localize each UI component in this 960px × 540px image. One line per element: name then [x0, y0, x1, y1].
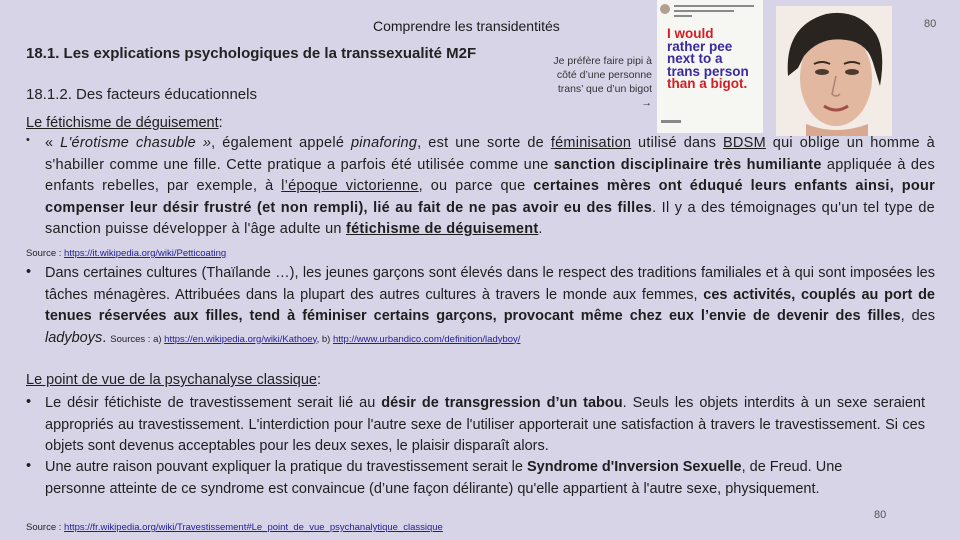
- avatar: [660, 4, 670, 14]
- page-number-bottom: 80: [874, 509, 887, 521]
- bullet-icon: •: [26, 134, 30, 146]
- bullet-icon: •: [26, 458, 32, 474]
- section-heading: 18.1. Les explications psychologiques de la transsexualité M2F: [26, 45, 477, 62]
- page-number-top: 80: [924, 18, 937, 30]
- tweet-header: [660, 3, 760, 23]
- section1-heading: Le fétichisme de déguisement:: [26, 115, 223, 131]
- source-link-urbandico[interactable]: http://www.urbandico.com/definition/ladyboy/: [332, 333, 521, 345]
- bullet-icon: •: [26, 394, 32, 410]
- subsection-heading: 18.1.2. Des facteurs éducationnels: [26, 86, 257, 103]
- paragraph-freud: Une autre raison pouvant expliquer la pratique du travestissement serait le Syndrome d'Inversion Sexuelle, de Freud. Une personne atteinte de ce syndrome est convaincue (d’une façon délirante) qu'elle appartient à l'autre sexe, physiquement.: [45, 459, 843, 497]
- source-link-travestissement[interactable]: https://fr.wikipedia.org/wiki/Travestissement#Le_point_de_vue_psychanalytique_classique: [64, 522, 443, 533]
- link-feminisation[interactable]: féminisation: [550, 135, 632, 151]
- portrait-image: [776, 6, 892, 136]
- link-victorian-era[interactable]: l’époque victorienne: [281, 178, 419, 194]
- source-line-2: Source : https://fr.wikipedia.org/wiki/Travestissement#Le_point_de_vue_psychanalytique_classique: [26, 522, 443, 533]
- page-title: Comprendre les transidentités: [373, 18, 560, 34]
- link-fetishism[interactable]: fétichisme de déguisement: [346, 221, 539, 237]
- source-link-petticoating[interactable]: https://it.wikipedia.org/wiki/Petticoating: [64, 248, 227, 259]
- poster-caption: Je préfère faire pipi à côté d’une personne trans’ que d’un bigot →: [553, 55, 652, 109]
- paragraph-tabou: Le désir fétichiste de travestissement serait lié au désir de transgression d’un tabou. Seuls les objets interdits à un sexe seraient appropriés au travestissement. L'interdiction pour l'autre sexe de l'utiliser apporterait une satisfaction à travers le travestissement. Si ces objets sont devenus acceptables pour les deux sexes, le plaisir disparaît alors.: [45, 395, 926, 454]
- bullet-icon: •: [26, 264, 32, 280]
- paragraph-ladyboys: Dans certaines cultures (Thaïlande …), les jeunes garçons sont élevés dans le respect des traditions familiales et à qui sont imposées les tâches ménagères. Attribuées dans la plupart des autres cultures à travers le monde aux femmes, ces activités, couplés au port de tenues réservées aux filles, tend à féminiser certains garçons, provocant même chez eux l’envie de devenir des filles, des ladyboys. Sources : a) https://en.wikipedia.org/wiki/Kathoey, b) http://www.urbandico.com/definition/ladyboy/: [45, 265, 935, 346]
- poster-image: [657, 0, 763, 133]
- source-line-1: Source : https://it.wikipedia.org/wiki/Petticoating: [26, 248, 227, 259]
- link-bdsm[interactable]: BDSM: [723, 135, 766, 151]
- paragraph-petticoating: « L'érotisme chasuble », également appelé pinaforing, est une sorte de féminisation utilisé dans BDSM qui oblige un homme à s'habiller comme une fille. Cette pratique a parfois été utilisée comme une sanction disciplinaire très humiliante appliquée à des enfants rebelles, par exemple, à l’époque victorienne, ou parce que certaines mères ont éduqué leurs enfants ainsi, pour compenser leur désir frustré (et non rempli), lié au fait de ne pas avoir eu des filles. Il y a des témoignages qu'un tel type de sanction puisse développer à l'âge adulte un fétichisme de déguisement.: [45, 135, 935, 237]
- section2-heading: Le point de vue de la psychanalyse classique:: [26, 372, 322, 388]
- poster-text: I would rather pee next to a trans person than a bigot.: [667, 26, 749, 91]
- source-link-kathoey[interactable]: https://en.wikipedia.org/wiki/Kathoey: [164, 333, 317, 345]
